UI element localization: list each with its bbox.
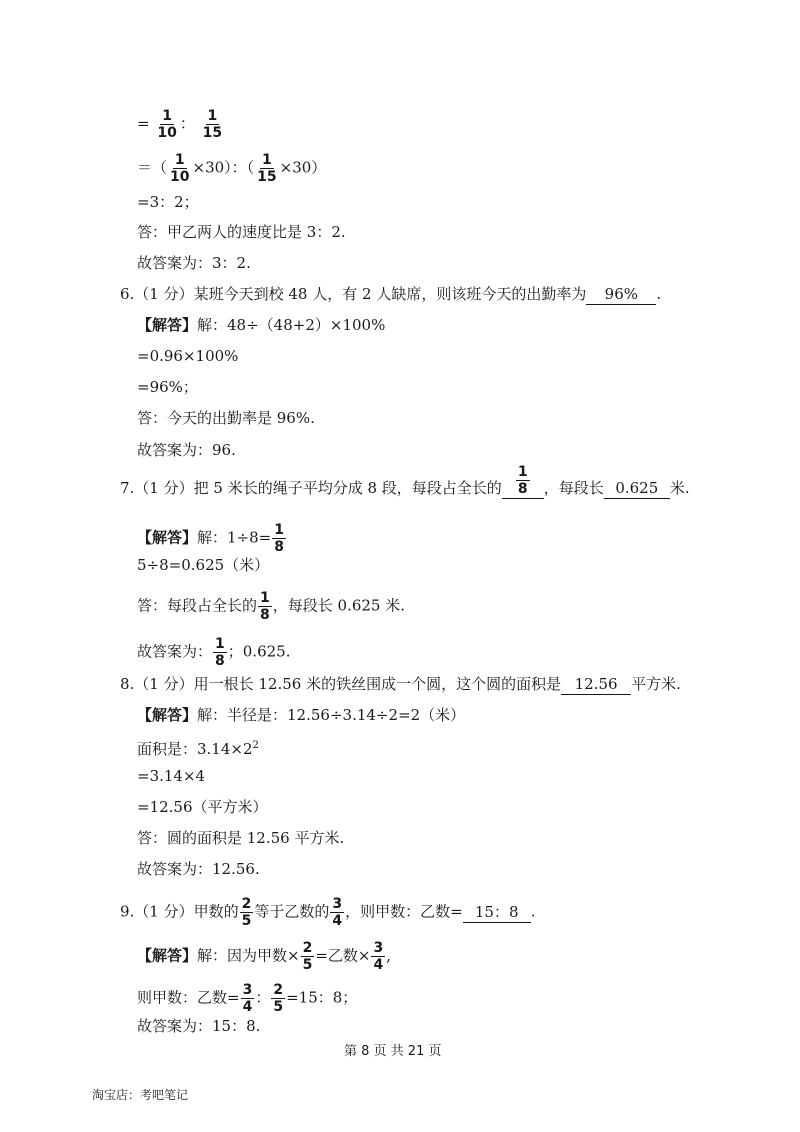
fraction: $\frac{1}{8}$	[215, 636, 225, 669]
shop-label: 淘宝店：考吧笔记	[92, 1088, 189, 1102]
answer-blank: 96%	[586, 284, 656, 305]
fraction: $\frac{3}{4}$	[373, 940, 384, 973]
solution-label: 【解答】	[137, 946, 198, 965]
prev-answer: 答：甲乙两人的速度比是 3：2.	[137, 223, 346, 241]
answer-blank	[502, 463, 544, 499]
fraction: $\frac{1}{8}$	[274, 522, 284, 555]
solution-label: 【解答】	[137, 316, 198, 334]
prev-final: 故答案为：3：2.	[137, 254, 251, 272]
q9-solution: 【解答】解：因为甲数× $\frac{2}{5}$ =乙数× $\frac{3}{4}$ ,	[137, 940, 392, 973]
solution-label: 【解答】	[137, 528, 198, 547]
answer-blank: 0.625	[604, 478, 670, 499]
q6-answer: 答：今天的出勤率是 96%.	[137, 409, 315, 427]
answer-blank: 12.56	[561, 674, 631, 695]
q8-line-3: =3.14×4	[137, 767, 206, 785]
fraction: $\frac{1}{15}$	[257, 152, 277, 185]
q7-line-2: 5÷8=0.625（米）	[137, 556, 270, 574]
fraction: $\frac{1}{8}$	[260, 590, 270, 623]
q8-final: 故答案为：12.56.	[137, 860, 260, 878]
fraction: $\frac{3}{4}$	[332, 896, 343, 929]
fraction: $\frac{2}{5}$	[273, 982, 284, 1015]
q9-line-2: 则甲数：乙数= $\frac{3}{4}$ ： $\frac{2}{5}$ =15：8；	[137, 982, 358, 1015]
q7-answer: 答：每段占全长的 $\frac{1}{8}$ ，每段长 0.625 米.	[137, 590, 406, 623]
q6-solution: 【解答】解：48÷（48+2）×100%	[137, 316, 386, 334]
fraction: $\frac{2}{5}$	[302, 940, 313, 973]
q6-stem: 6.（1 分）某班今天到校 48 人，有 2 人缺席，则该班今天的出勤率为 96% .	[120, 285, 662, 303]
answer-blank: 15：8	[463, 902, 531, 923]
q8-stem: 8.（1 分）用一根长 12.56 米的铁丝围成一个圆，这个圆的面积是 12.56 平方米.	[120, 675, 681, 693]
q6-line-3: =96%；	[137, 378, 198, 396]
fraction: $\frac{1}{10}$	[170, 152, 190, 185]
prev-line-2: ＝（ $\frac{1}{10}$ ×30）：（ $\frac{1}{15}$ ×30）	[137, 152, 327, 185]
prev-line-1: = $\frac{1}{10}$ ： $\frac{1}{15}$	[137, 108, 223, 141]
q7-final: 故答案为： $\frac{1}{8}$ ；0.625.	[137, 636, 291, 669]
q6-final: 故答案为：96.	[137, 441, 236, 459]
q6-line-2: =0.96×100%	[137, 347, 239, 365]
q8-solution: 【解答】解：半径是：12.56÷3.14÷2=2（米）	[137, 706, 466, 724]
solution-label: 【解答】	[137, 706, 198, 724]
fraction: $\frac{3}{4}$	[242, 982, 253, 1015]
q8-answer: 答：圆的面积是 12.56 平方米.	[137, 829, 345, 847]
fraction: $\frac{2}{5}$	[241, 896, 252, 929]
q9-final: 故答案为：15：8.	[137, 1017, 261, 1035]
fraction: $\frac{1}{15}$	[202, 108, 223, 141]
fraction: $\frac{1}{10}$	[157, 108, 177, 141]
q9-stem: 9.（1 分）甲数的 $\frac{2}{5}$ 等于乙数的 $\frac{3}{4}$ ，则甲数：乙数= 15：8 .	[120, 896, 536, 929]
q8-line-4: =12.56（平方米）	[137, 798, 268, 816]
fraction: $\frac{1}{8}$	[517, 463, 528, 497]
q7-solution: 【解答】解：1÷8= $\frac{1}{8}$	[137, 522, 284, 555]
prev-line-3: =3：2；	[137, 193, 199, 211]
q8-line-2: 面积是：$3.14\times 2^2$	[137, 740, 259, 758]
q7-stem: 7.（1 分）把 5 米长的绳子平均分成 8 段，每段占全长的 $\frac{1}{8}$ ，每段长 0.625 米.	[120, 463, 690, 497]
page-number: 第 8 页 共 21 页	[344, 1044, 442, 1059]
